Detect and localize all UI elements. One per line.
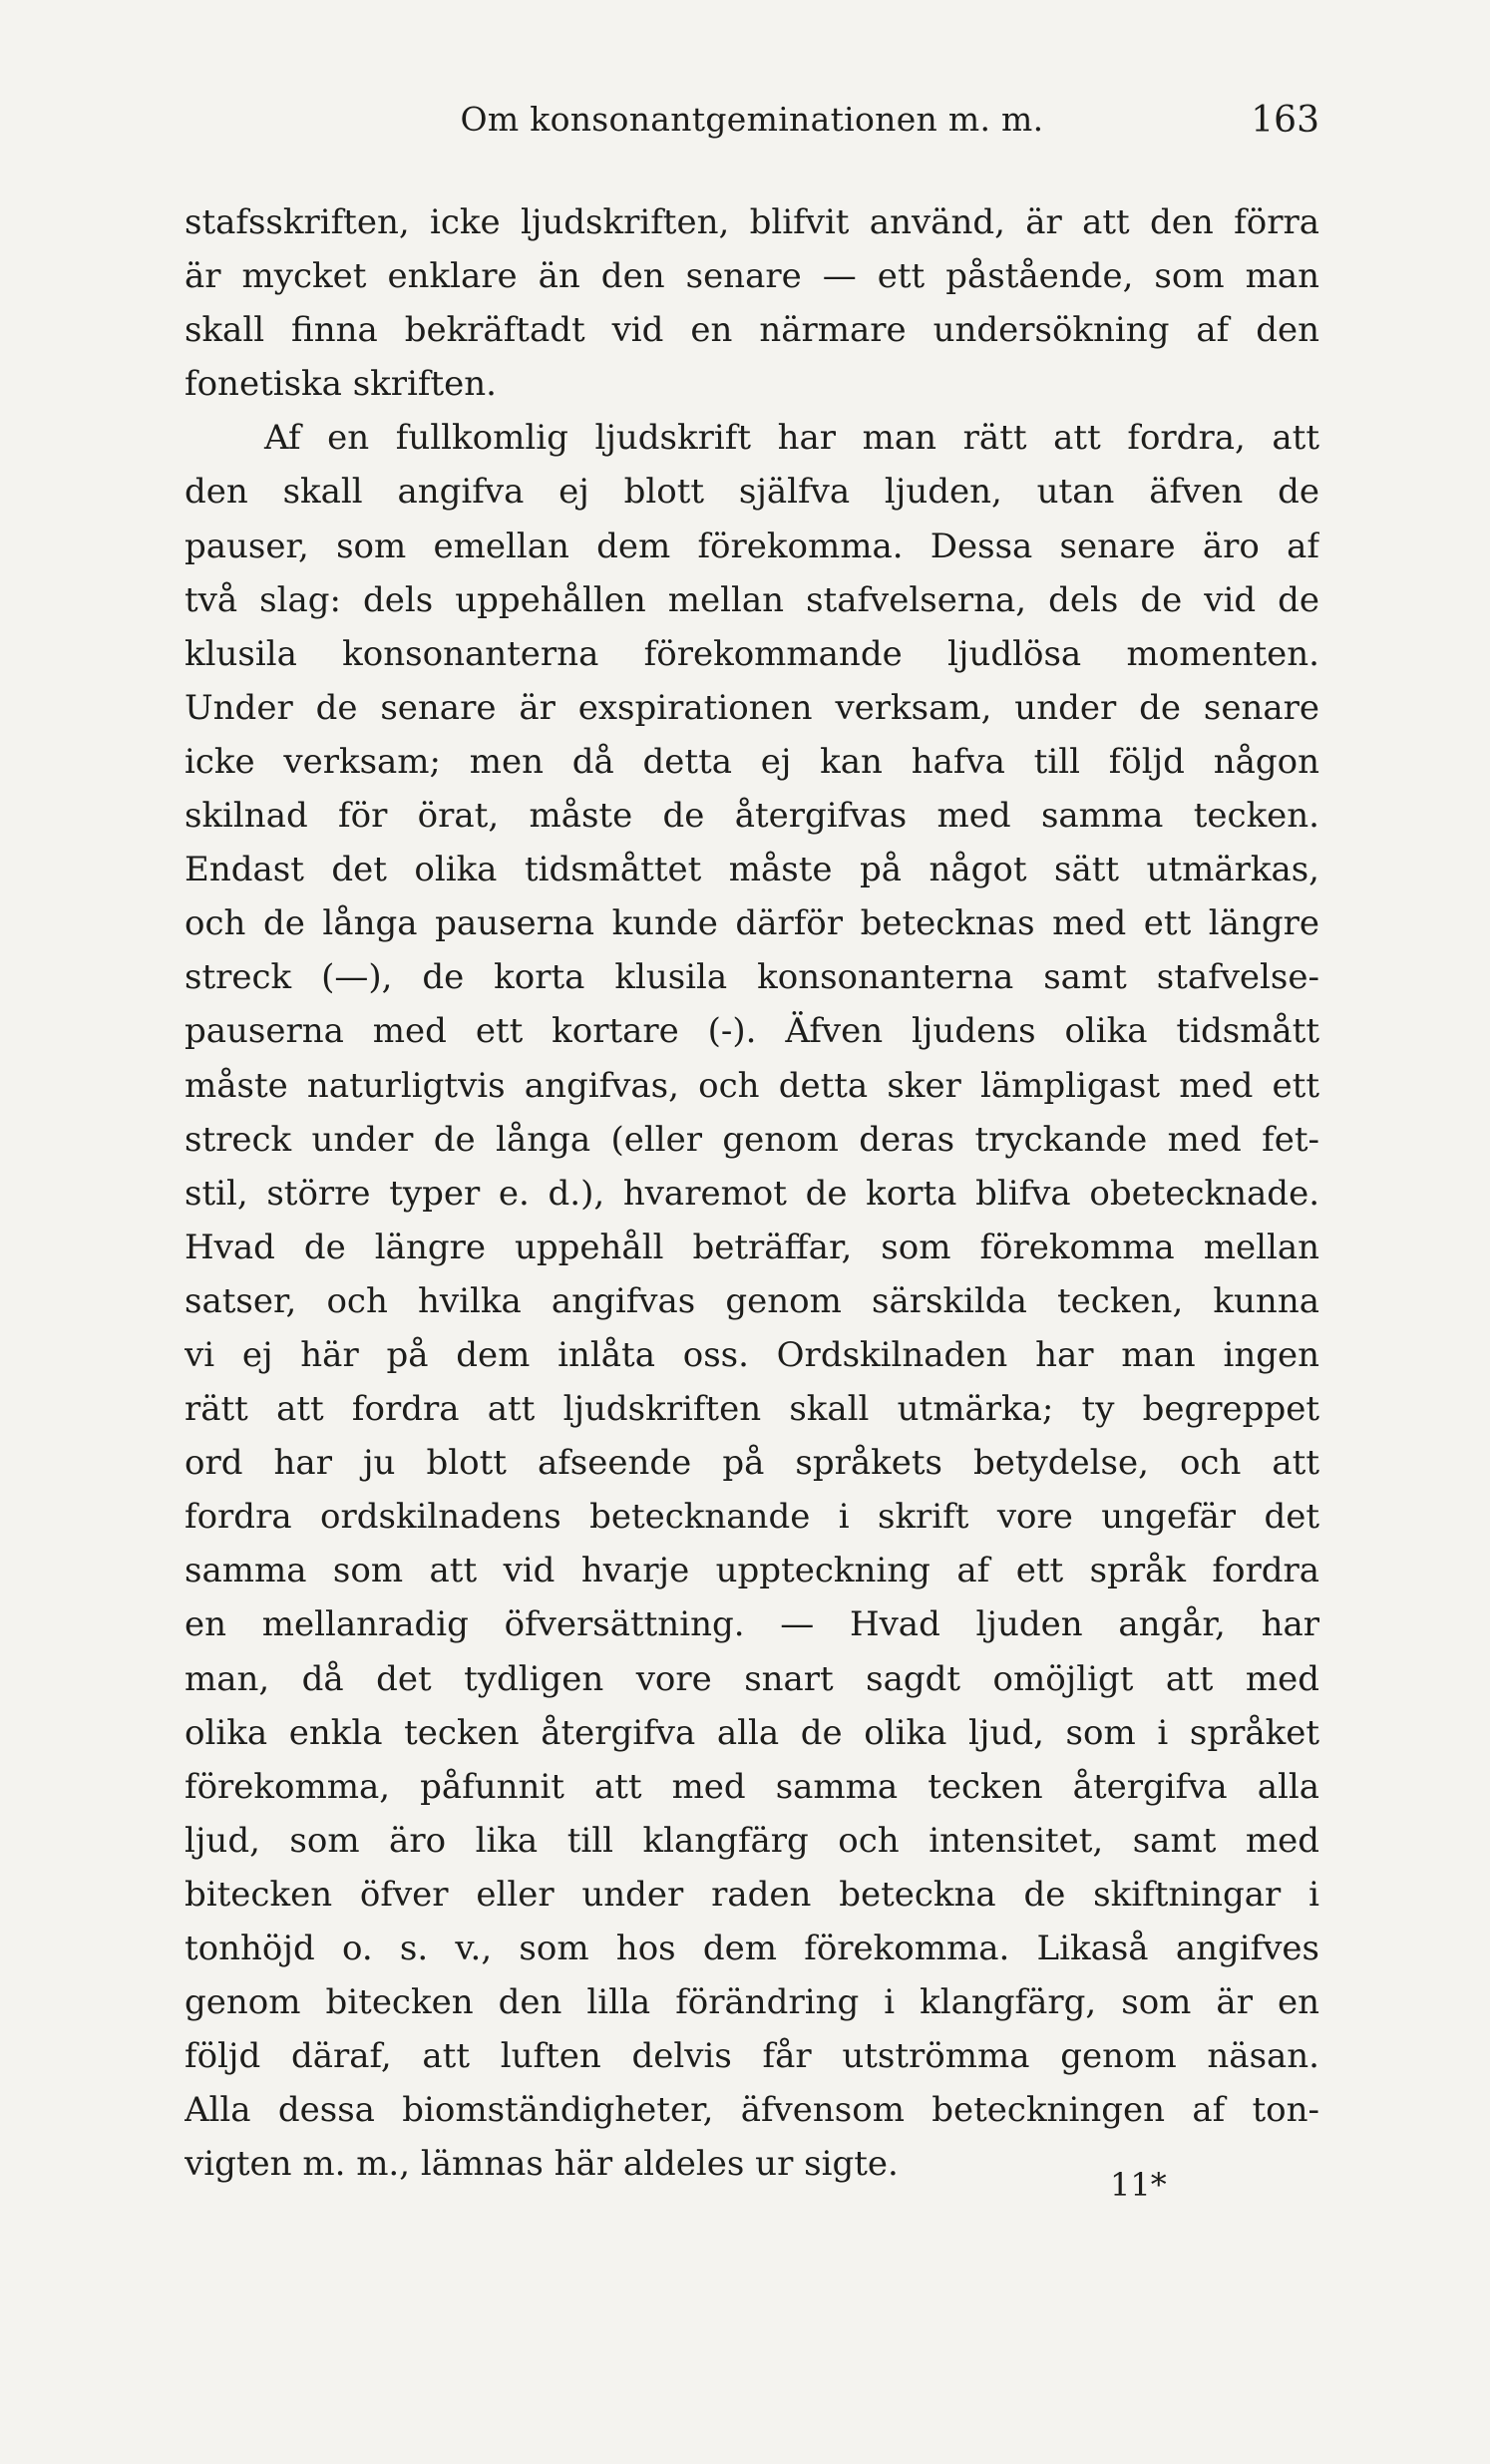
text-line: Under de senare är exspirationen verksam, under de senare xyxy=(185,687,1319,728)
body-text xyxy=(185,195,1319,2191)
text-line: vigten m. m., lämnas här aldeles ur sigte. xyxy=(185,2144,899,2185)
text-line: Hvad de längre uppehåll beträffar, som förekomma mellan xyxy=(185,1227,1319,1267)
text-line: man, då det tydligen vore snart sagdt omöjligt att med xyxy=(185,1658,1319,1699)
text-line: fordra ordskilnadens betecknande i skrift vore ungefär det xyxy=(185,1497,1319,1538)
text-line: en mellanradig öfversättning. — Hvad ljuden angår, har xyxy=(185,1604,1319,1645)
text-line: två slag: dels uppehållen mellan stafvelserna, dels de vid de xyxy=(185,579,1319,620)
text-line: fonetiska skriften. xyxy=(185,364,497,405)
text-line: den skall angifva ej blott själfva ljuden, utan äfven de xyxy=(185,472,1319,513)
text-line: klusila konsonanterna förekommande ljudlösa momenten. xyxy=(185,633,1319,674)
running-head: Om konsonantgeminationen m. m. xyxy=(460,100,1044,139)
text-line: vi ej här på dem inlåta oss. Ordskilnaden har man ingen xyxy=(185,1334,1319,1375)
text-line: genom bitecken den lilla förändring i klangfärg, som är en xyxy=(185,1982,1319,2023)
text-line: är mycket enklare än den senare — ett påstående, som man xyxy=(185,256,1319,297)
text-line: rätt att fordra att ljudskriften skall utmärka; ty begreppet xyxy=(185,1389,1319,1430)
text-line: stil, större typer e. d.), hvaremot de korta blifva obetecknade. xyxy=(185,1173,1319,1214)
text-line: stafsskriften, icke ljudskriften, blifvit använd, är att den förra xyxy=(185,202,1319,242)
text-line: streck (—), de korta klusila konsonanterna samt stafvelse- xyxy=(185,957,1319,998)
text-line: förekomma, påfunnit att med samma tecken återgifva alla xyxy=(185,1766,1319,1807)
text-line: skilnad för örat, måste de återgifvas med samma tecken. xyxy=(185,796,1319,837)
text-line: bitecken öfver eller under raden beteckna de skiftningar i xyxy=(185,1874,1319,1915)
text-line: och de långa pauserna kunde därför betecknas med ett längre xyxy=(185,903,1319,944)
text-line: ljud, som äro lika till klangfärg och intensitet, samt med xyxy=(185,1820,1319,1861)
page-number: 163 xyxy=(1251,100,1319,141)
text-line: följd däraf, att luften delvis får utströmma genom näsan. xyxy=(185,2036,1319,2077)
text-line: skall finna bekräftadt vid en närmare undersökning af den xyxy=(185,310,1319,351)
text-line: Endast det olika tidsmåttet måste på något sätt utmärkas, xyxy=(185,850,1319,890)
text-line: måste naturligtvis angifvas, och detta sker lämpligast med ett xyxy=(185,1065,1319,1106)
page-header xyxy=(185,100,1319,152)
text-line: satser, och hvilka angifvas genom särskilda tecken, kunna xyxy=(185,1280,1319,1321)
text-line: samma som att vid hvarje uppteckning af ett språk fordra xyxy=(185,1551,1319,1591)
text-line: ord har ju blott afseende på språkets betydelse, och att xyxy=(185,1443,1319,1484)
text-line: streck under de långa (eller genom deras tryckande med fet- xyxy=(185,1119,1319,1160)
text-line: pauserna med ett kortare (-). Äfven ljudens olika tidsmått xyxy=(185,1011,1319,1052)
text-line: Alla dessa biomständigheter, äfvensom beteckningen af ton- xyxy=(185,2090,1319,2131)
text-line: Af en fullkomlig ljudskrift har man rätt att fordra, att xyxy=(264,418,1319,459)
text-line: olika enkla tecken återgifva alla de olika ljud, som i språket xyxy=(185,1712,1319,1753)
text-line: tonhöjd o. s. v., som hos dem förekomma. Likaså angifves xyxy=(185,1929,1319,1968)
signature-mark: 11* xyxy=(1110,2166,1167,2204)
text-line: pauser, som emellan dem förekomma. Dessa senare äro af xyxy=(185,526,1319,566)
text-line: icke verksam; men då detta ej kan hafva till följd någon xyxy=(185,741,1319,782)
